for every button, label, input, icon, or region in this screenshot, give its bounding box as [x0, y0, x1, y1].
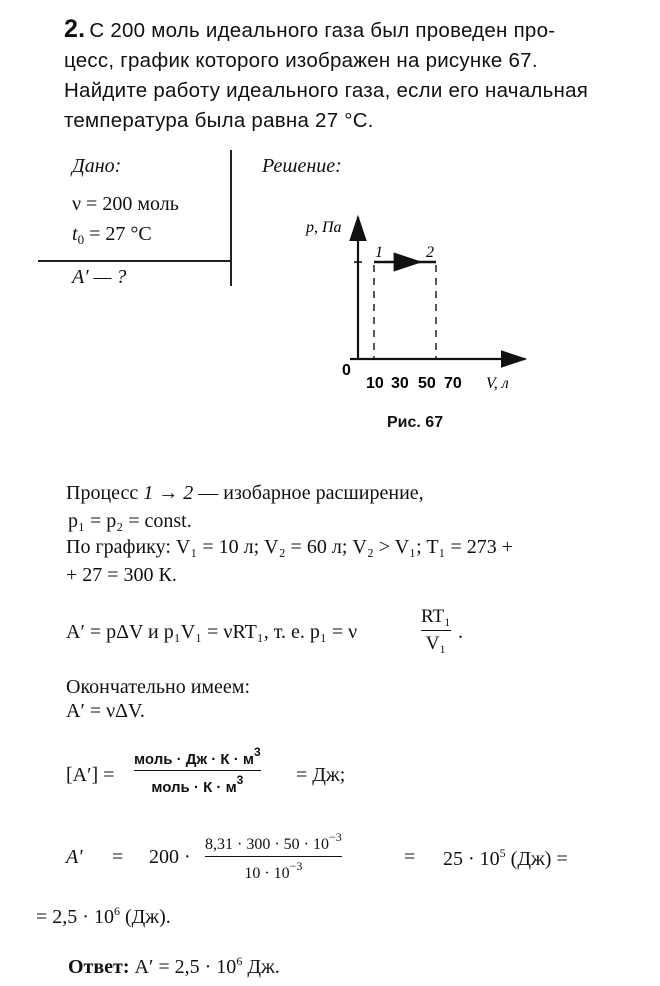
given-t0 — [72, 223, 152, 248]
calc-num — [205, 830, 342, 854]
problem-number: 2. — [64, 15, 86, 43]
final-text: = 2,5 · 10 — [36, 906, 114, 928]
units-lhs: [A′] = — [66, 764, 115, 786]
problem-line-3: Найдите работу идеального газа, если его начальная — [64, 79, 589, 102]
answer-value: A′ = 2,5 · 10 — [129, 956, 237, 978]
answer-sup: 6 — [236, 954, 243, 968]
x-tick-70: 70 — [444, 375, 462, 392]
p1-fraction — [421, 606, 451, 655]
body-line-5: A′ = pΔV и p₁V₁ = νRT₁, т. е. p₁ = ν — [66, 621, 358, 643]
calc-200: 200 · — [149, 846, 191, 868]
point-2-label: 2 — [426, 244, 434, 261]
calc-res-sup: 5 — [499, 846, 506, 860]
calc-den — [205, 859, 342, 883]
final-unit: (Дж). — [119, 906, 171, 928]
units-fraction — [134, 745, 261, 796]
body-line-4: + 27 = 300 К. — [66, 564, 177, 586]
calc-den-sup: −3 — [289, 859, 303, 874]
process-to: 2 — [183, 482, 194, 504]
problem-statement — [64, 14, 604, 136]
problem-line-1 — [64, 14, 604, 46]
calc-bar — [205, 856, 342, 857]
x-axis-label: V, л — [486, 375, 509, 392]
units-num — [134, 745, 261, 768]
final-sup: 6 — [113, 904, 120, 918]
process-from: 1 — [143, 482, 154, 504]
process-word: Процесс — [66, 482, 144, 504]
pv-graph — [290, 205, 540, 395]
x-tick-50: 50 — [418, 375, 436, 392]
x-tick-30: 30 — [391, 375, 409, 392]
problem-text-1: С 200 моль идеального газа был проведен про- — [89, 19, 556, 42]
calc-res-text: 25 · 10 — [443, 848, 500, 870]
answer-line — [68, 954, 280, 979]
calc-num-text: 8,31 · 300 · 50 · 10 — [205, 836, 329, 853]
problem-line-4: температура была равна 27 °С. — [64, 109, 374, 132]
answer-label: Ответ: — [68, 956, 130, 978]
body-line-7: A′ = νΔV. — [66, 700, 145, 722]
calc-lhs: A′ — [66, 846, 83, 868]
calc-eq-2: = — [404, 846, 416, 868]
t0-subscript: 0 — [77, 232, 85, 247]
units-den — [134, 773, 261, 796]
given-nu: ν = 200 моль — [72, 193, 179, 215]
process-desc: — изобарное расширение, — [193, 482, 424, 504]
p1-frac-num: RT₁ — [421, 606, 451, 627]
body-line-3: По графику: V₁ = 10 л; V₂ = 60 л; V₂ > V₁; T₁ = 273 + — [66, 536, 514, 558]
calc-fraction — [205, 830, 342, 883]
calc-num-sup: −3 — [328, 830, 342, 844]
calc-result — [443, 846, 568, 871]
given-title: Дано: — [72, 155, 122, 177]
given-find: A′ — ? — [72, 266, 127, 288]
units-num-text: моль · Дж · К · м — [134, 751, 254, 768]
x-tick-10: 10 — [366, 375, 384, 392]
calc-eq-1: = — [112, 846, 124, 868]
figure-caption: Рис. 67 — [387, 414, 444, 431]
units-bar — [134, 770, 261, 771]
process-arrow: → — [153, 482, 184, 504]
p1-frac-den: V₁ — [425, 633, 447, 655]
t0-value: = 27 °С — [84, 223, 152, 245]
solution-title: Решение: — [262, 155, 342, 177]
units-num-sup: 3 — [254, 745, 261, 759]
problem-line-2: цесс, график которого изображен на рисунке 67. — [64, 49, 538, 72]
units-den-text: моль · К · м — [151, 779, 237, 797]
y-axis-label: p, Па — [306, 219, 342, 236]
body-line-6: Окончательно имеем: — [66, 676, 251, 698]
given-divider-vertical — [230, 150, 232, 286]
calc-den-text: 10 · 10 — [244, 865, 290, 883]
origin-label: 0 — [342, 362, 351, 379]
p1-frac-bar — [421, 630, 451, 631]
units-rhs: = Дж; — [296, 764, 346, 786]
body-line-2: p₁ = p₂ = const. — [68, 510, 192, 532]
units-den-sup: 3 — [236, 773, 244, 788]
point-1-label: 1 — [375, 244, 383, 261]
given-divider-horizontal — [38, 260, 232, 262]
final-line — [36, 904, 171, 929]
calc-res-unit: (Дж) = — [505, 848, 568, 870]
answer-unit: Дж. — [242, 956, 280, 978]
t0-symbol: t — [72, 223, 78, 245]
body-line-1 — [66, 482, 424, 505]
body-line-5-end: . — [458, 621, 463, 643]
